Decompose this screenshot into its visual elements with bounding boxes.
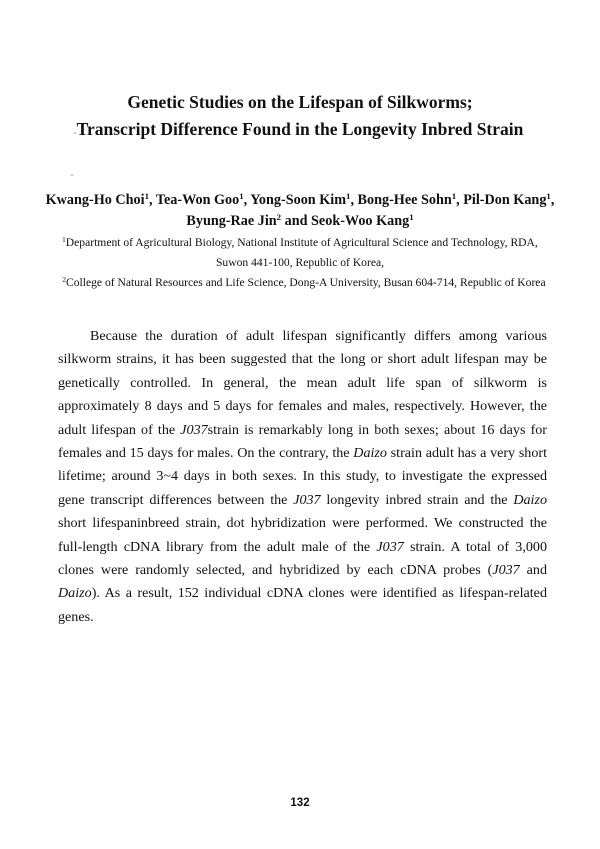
- strain-name: Daizo: [353, 445, 387, 462]
- author-separator: and: [281, 213, 312, 229]
- scan-speck: [71, 174, 73, 176]
- strain-name: J037: [180, 421, 208, 438]
- author-affiliation-mark: 1: [409, 212, 414, 223]
- paper-title: [40, 89, 560, 143]
- affiliation-line: [40, 233, 560, 253]
- author-separator: ,: [456, 192, 464, 208]
- strain-name: Daizo: [58, 585, 92, 602]
- author-affiliation-mark: 1: [144, 191, 149, 202]
- author-list: [40, 190, 560, 232]
- abstract-paragraph: [58, 325, 547, 629]
- strain-name: Daizo: [513, 491, 548, 508]
- affiliation-2: [44, 273, 564, 293]
- abstract-text: ). As a result, 152 individual cDNA clones were identified as lifespan-related genes.: [58, 585, 547, 625]
- abstract-text: strain. A total of 3,000 clones were randomly selected, and hybridized by each cDNA probes (: [58, 538, 547, 579]
- title-line-1: Genetic Studies on the Lifespan of Silkworms;: [127, 92, 473, 112]
- strain-name: J037: [492, 562, 520, 579]
- author-name: Yong-Soon Kim: [250, 192, 347, 208]
- author-name: Seok-Woo Kang: [311, 213, 410, 229]
- author-affiliation-mark: 1: [451, 191, 457, 202]
- author-name: Tea-Won Goo: [155, 192, 240, 208]
- author-line-1: [40, 190, 560, 211]
- affiliation-1: [40, 233, 560, 272]
- author-affiliation-mark: 2: [276, 212, 282, 223]
- author-name: Kwang-Ho Choi: [45, 192, 145, 208]
- author-affiliation-mark: 1: [346, 191, 351, 202]
- affiliation-mark: 2: [62, 276, 66, 285]
- title-line-2: Transcript Difference Found in the Longevity Inbred Strain: [76, 119, 524, 139]
- affiliation-mark: 1: [62, 236, 66, 245]
- affiliation-line: [44, 273, 564, 293]
- author-line-2: [40, 211, 560, 232]
- author-separator: ,: [243, 192, 251, 208]
- author-name: Byung-Rae Jin: [186, 213, 277, 229]
- abstract-text: strain is remarkably long in both sexes; about 16 days for females and 15 days for males. On the contrary, the: [58, 421, 547, 462]
- affiliation-line: Suwon 441-100, Republic of Korea,: [215, 255, 385, 269]
- affiliation-text: College of Natural Resources and Life Science, Dong-A University, Busan 604-714, Republic of Korea: [65, 276, 546, 289]
- abstract-text: longevity inbred strain and the: [320, 491, 514, 508]
- author-affiliation-mark: 1: [546, 191, 551, 202]
- author-separator: ,: [550, 192, 555, 208]
- abstract-text: Because the duration of adult lifespan significantly differs among various silkworm strains, it has been suggested that the long or short adult lifespan may be genetically controlled. In general, the mean adult life span of silkworm is approximately 8 days and 5 days for females and males, respectively. However, the adult lifespan of the: [58, 328, 547, 438]
- abstract-text: strain adult has a very short lifetime; around 3~4 days in both sexes. In this study, to investigate the expressed gene transcript differences between the: [58, 445, 548, 508]
- author-name: Bong-Hee Sohn: [357, 192, 452, 208]
- author-name: Pil-Don Kang: [463, 192, 547, 208]
- author-affiliation-mark: 1: [239, 191, 244, 202]
- author-separator: ,: [350, 192, 358, 208]
- abstract-text: and: [519, 562, 548, 579]
- strain-name: J037: [293, 491, 321, 508]
- strain-name: J037: [376, 538, 404, 555]
- abstract-text: short lifespaninbreed strain, dot hybridization were performed. We constructed the full-length cDNA library from the adult male of the: [58, 515, 547, 555]
- page-number: 132: [290, 797, 310, 809]
- affiliation-text: Department of Agricultural Biology, National Institute of Agricultural Science and Technology, RDA,: [65, 236, 538, 249]
- author-separator: ,: [148, 192, 156, 208]
